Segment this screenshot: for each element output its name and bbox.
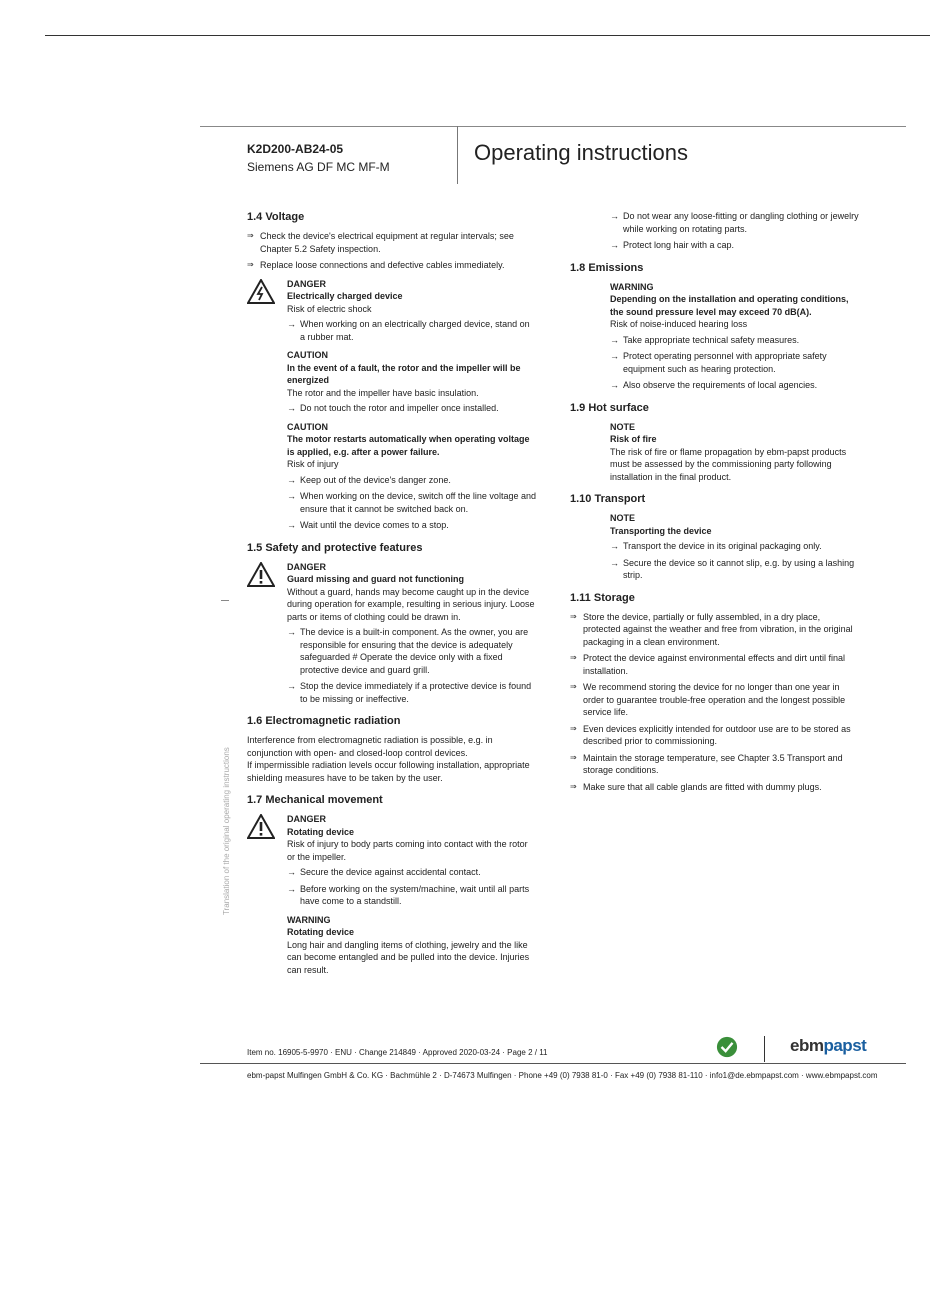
bullet-arrow-icon: ⇒ bbox=[570, 781, 577, 791]
margin-dash bbox=[221, 600, 229, 601]
top-rule bbox=[45, 35, 930, 36]
notice-text: Long hair and dangling items of clothing, jewelry and the like can become entangled and be pulled into the device. Injuries can result. bbox=[287, 939, 530, 975]
notice-heading: Electrically charged device bbox=[287, 291, 403, 301]
list-item: ⇒ Protect the device against environmental effects and dirt until final installation. bbox=[570, 653, 845, 676]
list-item: ⇒ Replace loose connections and defective cables immediately. bbox=[247, 260, 505, 270]
bullet-arrow-icon: ⇒ bbox=[570, 611, 577, 621]
arrow-icon: → bbox=[287, 867, 296, 877]
section-title: 1.9 Hot surface bbox=[570, 401, 649, 414]
action-item: → Secure the device so it cannot slip, e.g. by using a lashing strip. bbox=[610, 557, 855, 580]
notice-level: CAUTION bbox=[287, 421, 328, 432]
notice-level: DANGER bbox=[287, 561, 327, 572]
section-1-8 bbox=[570, 261, 860, 392]
section-title: 1.11 Storage bbox=[570, 591, 635, 604]
action-item: → Do not touch the rotor and impeller once installed. bbox=[287, 403, 499, 413]
arrow-icon: → bbox=[287, 520, 296, 530]
notice-level: WARNING bbox=[610, 281, 654, 292]
arrow-icon: → bbox=[287, 403, 296, 413]
action-item: → Protect operating personnel with appropriate safety equipment such as hearing protection. bbox=[610, 351, 827, 374]
footer-rule bbox=[200, 1063, 906, 1064]
notice-heading: Rotating device bbox=[287, 927, 355, 937]
action-item: → When working on an electrically charged device, stand on a rubber mat. bbox=[287, 319, 530, 342]
action-item: → Protect long hair with a cap. bbox=[610, 240, 735, 250]
notice-heading: In the event of a fault, the rotor and the impeller will be energized bbox=[287, 362, 521, 385]
bullet-arrow-icon: ⇒ bbox=[570, 682, 577, 691]
warning-triangle-icon bbox=[247, 562, 275, 587]
bullet-arrow-icon: ⇒ bbox=[570, 723, 577, 733]
notice-level: DANGER bbox=[287, 814, 327, 824]
notice-level: NOTE bbox=[610, 513, 636, 523]
notice-heading: Depending on the installation and operating conditions, the sound pressure level may exceed 70 dB(A). bbox=[610, 294, 849, 317]
ebmpapst-logo: ebmpapst bbox=[790, 1036, 867, 1055]
action-item: → Wait until the device comes to a stop. bbox=[287, 520, 449, 530]
arrow-icon: → bbox=[610, 240, 619, 250]
section-title: 1.4 Voltage bbox=[247, 211, 305, 223]
item-number: Item no. 16905-5-9970 · ENU · Change 214849 · Approved 2020-03-24 · Page 2 / 11 bbox=[247, 1048, 548, 1057]
danger-notice bbox=[247, 813, 537, 976]
action-item: → When working on the device, switch off the line voltage and ensure that it cannot be switched back on. bbox=[287, 491, 536, 514]
arrow-icon: → bbox=[287, 474, 296, 485]
notice-text: Risk of electric shock bbox=[287, 303, 372, 314]
list-item: ⇒ Even devices explicitly intended for outdoor use are to be stored as described prior to commissioning. bbox=[570, 723, 851, 746]
action-item: → Transport the device in its original packaging only. bbox=[610, 541, 822, 551]
notice-heading: Guard missing and guard not functioning bbox=[287, 574, 464, 584]
action-item: → Also observe the requirements of local agencies. bbox=[610, 380, 818, 390]
notice-level: CAUTION bbox=[287, 350, 328, 360]
section-title: 1.6 Electromagnetic radiation bbox=[247, 715, 401, 727]
mechanical-continuation bbox=[570, 210, 860, 252]
green-check-badge-icon bbox=[716, 1036, 738, 1058]
notice-text: Risk of injury to body parts coming into contact with the rotor or the impeller. bbox=[287, 839, 528, 862]
action-item: → Do not wear any loose-fitting or dangling clothing or jewelry while working on rotating parts. bbox=[610, 211, 859, 234]
bullet-arrow-icon: ⇒ bbox=[247, 231, 254, 240]
arrow-icon: → bbox=[610, 541, 619, 551]
notice-text: Risk of injury bbox=[287, 459, 339, 469]
arrow-icon: → bbox=[287, 627, 296, 637]
left-column bbox=[247, 210, 537, 985]
action-item: → Keep out of the device's danger zone. bbox=[287, 474, 451, 485]
notice-heading: Rotating device bbox=[287, 826, 355, 837]
action-item: → Secure the device against accidental contact. bbox=[287, 867, 481, 877]
section-1-4 bbox=[247, 210, 537, 532]
section-title: 1.5 Safety and protective features bbox=[247, 541, 423, 554]
action-item: → Stop the device immediately if a protective device is found to be missing or ineffective. bbox=[287, 681, 532, 704]
action-item: → The device is a built-in component. As the owner, you are responsible for ensuring that the device is adequately safeguarded # Operate the device only with a fixed protective device and guard grill. bbox=[287, 627, 529, 675]
electric-hazard-icon bbox=[247, 279, 275, 304]
notice-heading: Risk of fire bbox=[610, 434, 657, 444]
bullet-arrow-icon: ⇒ bbox=[247, 260, 254, 269]
arrow-icon: → bbox=[610, 351, 619, 361]
list-item: ⇒ Check the device's electrical equipment at regular intervals; see Chapter 5.2 Safety inspection. bbox=[247, 231, 514, 254]
action-item: → Take appropriate technical safety measures. bbox=[610, 334, 800, 345]
notice-heading: Transporting the device bbox=[610, 525, 712, 536]
notice-heading: The motor restarts automatically when operating voltage is applied, e.g. after a power failure. bbox=[287, 434, 530, 457]
document-title: Operating instructions bbox=[474, 140, 688, 165]
notice-level: DANGER bbox=[287, 278, 327, 289]
section-title: 1.7 Mechanical movement bbox=[247, 794, 383, 806]
notice-text: Without a guard, hands may become caught up in the device during operation for example, resulting in serious injury. Loose parts or items of clothing could be drawn in. bbox=[287, 586, 535, 622]
danger-notice bbox=[247, 561, 537, 706]
translation-note: Translation of the original operating instructions bbox=[222, 747, 231, 915]
arrow-icon: → bbox=[287, 319, 296, 329]
paragraph: If impermissible radiation levels occur following installation, appropriate shielding measures have to be taken by the user. bbox=[247, 760, 530, 783]
product-model: K2D200-AB24-05 bbox=[247, 142, 344, 156]
bullet-arrow-icon: ⇒ bbox=[570, 752, 577, 762]
section-title: 1.8 Emissions bbox=[570, 261, 644, 274]
bullet-arrow-icon: ⇒ bbox=[570, 653, 577, 662]
arrow-icon: → bbox=[287, 883, 296, 894]
danger-notice bbox=[247, 278, 537, 532]
section-1-6 bbox=[247, 714, 537, 784]
header-divider bbox=[457, 126, 458, 184]
section-1-7 bbox=[247, 793, 537, 976]
section-title: 1.10 Transport bbox=[570, 493, 646, 505]
notice-text: The risk of fire or flame propagation by ebm-papst products must be assessed by the commissioning party following installation in the final product. bbox=[610, 446, 847, 482]
arrow-icon: → bbox=[287, 681, 296, 691]
arrow-icon: → bbox=[610, 557, 619, 568]
notice-level: NOTE bbox=[610, 421, 636, 432]
footer-divider bbox=[764, 1036, 765, 1062]
arrow-icon: → bbox=[610, 211, 619, 221]
list-item: ⇒ Maintain the storage temperature, see Chapter 3.5 Transport and storage conditions. bbox=[570, 752, 843, 775]
arrow-icon: → bbox=[610, 380, 619, 390]
company-address: ebm-papst Mulfingen GmbH & Co. KG · Bachmühle 2 · D-74673 Mulfingen · Phone +49 (0) 7938 81-0 · Fax +49 (0) 7938 81-110 · info1@de.ebmpapst.com · www.ebmpapst.com bbox=[247, 1071, 878, 1080]
header-rule bbox=[200, 126, 906, 127]
notice-level: WARNING bbox=[287, 914, 331, 925]
section-1-5 bbox=[247, 541, 537, 706]
paragraph: Interference from electromagnetic radiation is possible, e.g. in conjunction with open- and closed-loop control devices. bbox=[247, 735, 493, 758]
action-item: → Before working on the system/machine, wait until all parts have come to a standstill. bbox=[287, 883, 530, 906]
section-1-9 bbox=[570, 401, 860, 484]
notice-text: The rotor and the impeller have basic insulation. bbox=[287, 387, 479, 398]
section-1-10 bbox=[570, 492, 860, 582]
notice-text: Risk of noise-induced hearing loss bbox=[610, 319, 748, 329]
list-item: ⇒ Make sure that all cable glands are fitted with dummy plugs. bbox=[570, 781, 822, 792]
warning-triangle-icon bbox=[247, 814, 275, 839]
list-item: ⇒ We recommend storing the device for no longer than one year in order to guarantee trouble-free operation and the longest possible service life. bbox=[570, 682, 846, 717]
list-item: ⇒ Store the device, partially or fully assembled, in a dry place, protected against the weather and free from vibration, in the original packaging in a clean environment. bbox=[570, 611, 853, 647]
section-1-11 bbox=[570, 591, 860, 794]
arrow-icon: → bbox=[610, 334, 619, 345]
right-column bbox=[570, 210, 860, 802]
customer-name: Siemens AG DF MC MF-M bbox=[247, 160, 390, 174]
arrow-icon: → bbox=[287, 491, 296, 501]
